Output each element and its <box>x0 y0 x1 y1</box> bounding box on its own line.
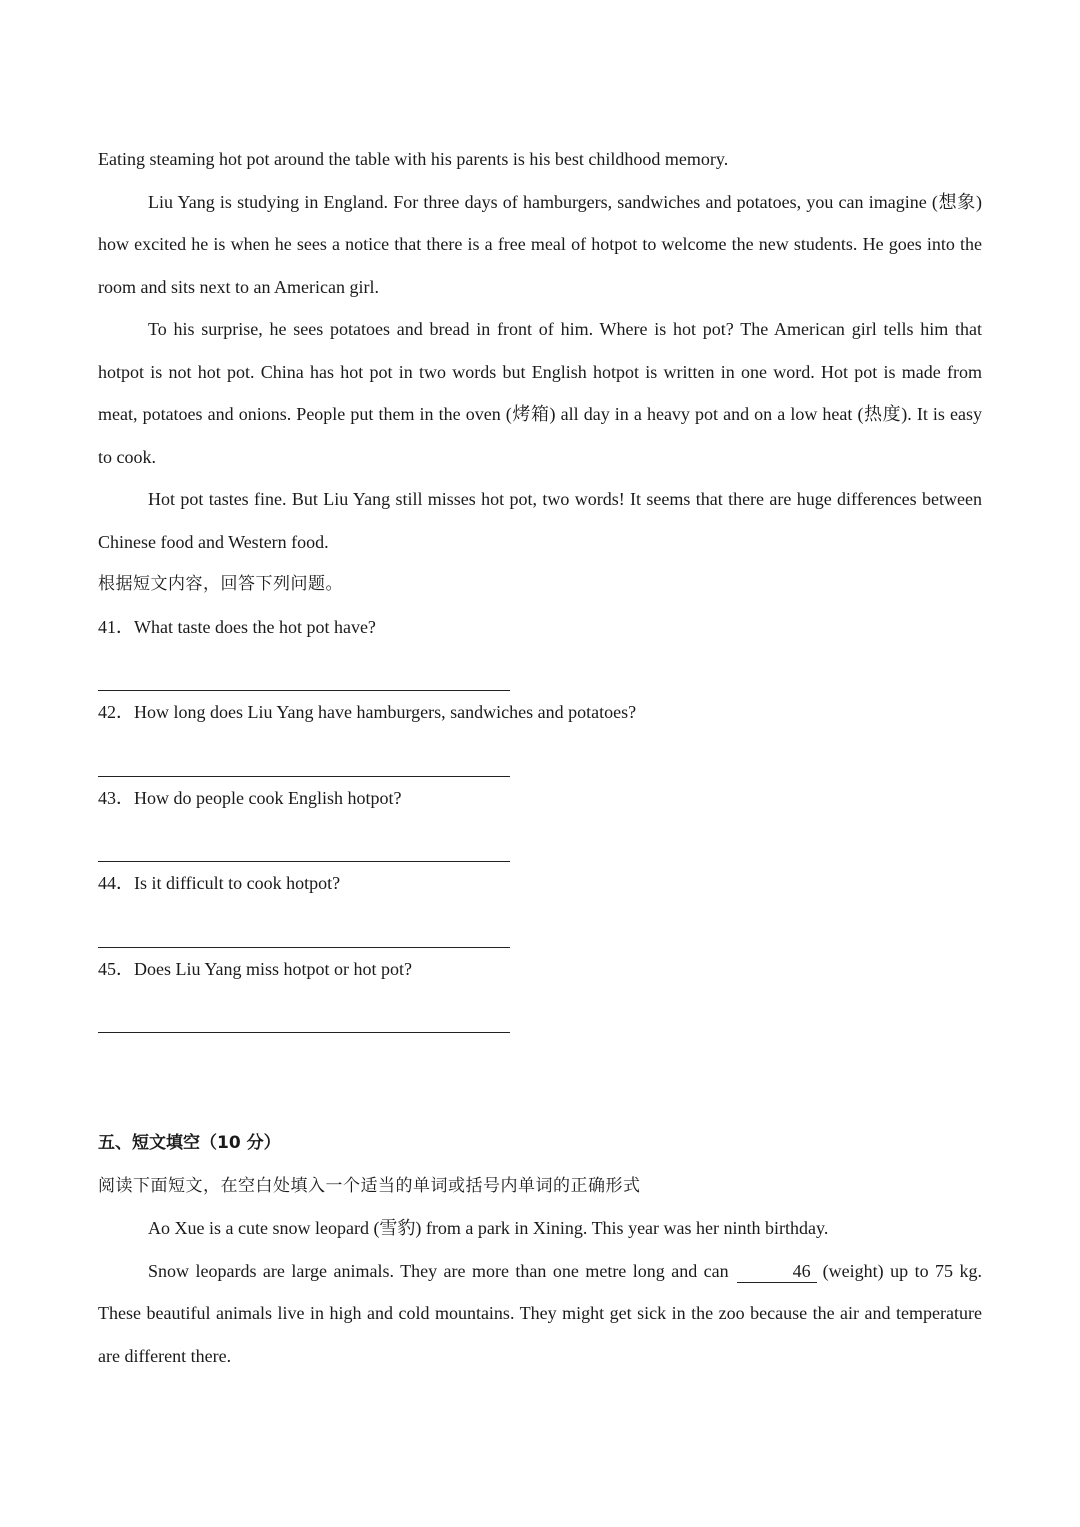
section-instruction: 阅读下面短文，在空白处填入一个适当的单词或括号内单词的正确形式 <box>98 1175 641 1196</box>
passage-paragraph-2: To his surprise, he sees potatoes and bread in front of him. Where is hot pot? The American girl tells him that hotpot is not hot pot. China has hot pot in two words but English hotpot is written in one word. Hot pot is made from meat, potatoes and onions. People put them in the oven (烤箱) all day in a heavy pot and on a low heat (热度). It is easy to cook. <box>98 319 982 467</box>
question-text: How do people cook English hotpot? <box>134 787 402 808</box>
section-title: 五、短文填空（10 分） <box>98 1133 281 1153</box>
question-number: 41． <box>98 616 134 637</box>
question-text: What taste does the hot pot have? <box>134 616 376 637</box>
blank-46[interactable]: 46 <box>737 1260 817 1283</box>
answer-line-45[interactable] <box>98 990 510 1033</box>
document-page <box>98 138 982 1377</box>
question-number: 45． <box>98 958 134 979</box>
question-text: Does Liu Yang miss hotpot or hot pot? <box>134 958 413 979</box>
question-item <box>98 862 982 948</box>
question-item <box>98 691 982 777</box>
answer-line-43[interactable] <box>98 819 510 862</box>
questions-instruction: 根据短文内容，回答下列问题。 <box>98 574 343 594</box>
question-number: 42． <box>98 702 134 722</box>
question-text: How long does Liu Yang have hamburgers, sandwiches and potatoes? <box>134 702 637 722</box>
passage-paragraph-3: Hot pot tastes fine. But Liu Yang still misses hot pot, two words! It seems that there are huge differences between Chinese food and Western food. <box>98 489 982 552</box>
question-number: 44． <box>98 873 134 893</box>
cloze-text-after: (weight) up to 75 kg. These beautiful animals live in high and cold mountains. They might get sick in the zoo because the air and temperature are different there. <box>98 1260 983 1366</box>
question-item <box>98 606 982 692</box>
passage-paragraph-0: Eating steaming hot pot around the table with his parents is his best childhood memory. <box>98 149 729 169</box>
question-number: 43． <box>98 787 134 808</box>
cloze-paragraph-2 <box>98 1250 982 1378</box>
question-item <box>98 948 982 1034</box>
cloze-passage <box>98 1207 982 1377</box>
passage-paragraph-1: Liu Yang is studying in England. For three days of hamburgers, sandwiches and potatoes, you can imagine (想象) how excited he is when he sees a notice that there is a free meal of hotpot to welcome the new students. He goes into the room and sits next to an American girl. <box>98 191 982 297</box>
answer-line-41[interactable] <box>98 648 510 691</box>
question-item <box>98 777 982 863</box>
cloze-paragraph-1: Ao Xue is a cute snow leopard (雪豹) from a park in Xining. This year was her ninth birthday. <box>148 1218 829 1238</box>
question-text: Is it difficult to cook hotpot? <box>134 873 341 893</box>
question-list <box>98 606 982 1034</box>
answer-line-42[interactable] <box>98 734 510 777</box>
cloze-text-before: Snow leopards are large animals. They are more than one metre long and can <box>148 1260 729 1281</box>
answer-line-44[interactable] <box>98 905 510 948</box>
reading-passage <box>98 138 982 563</box>
